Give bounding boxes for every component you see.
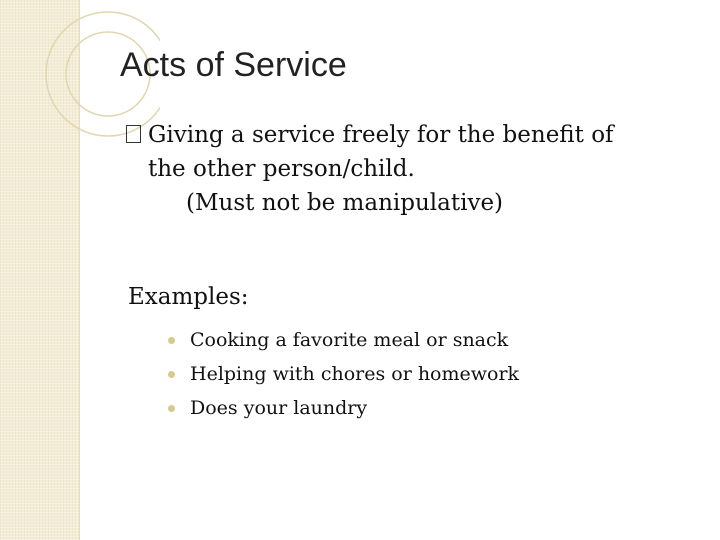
bullet-icon [168, 337, 175, 344]
examples-label: Examples: [128, 284, 249, 310]
list-item [168, 357, 519, 391]
list-item [168, 391, 519, 425]
paragraph-line-3: (Must not be manipulative) [186, 190, 504, 216]
paragraph-line-1: Giving a service freely for the benefit of [148, 122, 614, 148]
paragraph-line-2: the other person/child. [148, 156, 415, 182]
bullet-icon [168, 405, 175, 412]
main-paragraph [128, 118, 698, 220]
examples-list [168, 323, 519, 425]
missing-glyph-box [126, 125, 141, 143]
list-item-text: Helping with chores or homework [190, 363, 520, 385]
list-item-text: Does your laundry [190, 397, 368, 419]
list-item-text: Cooking a favorite meal or snack [190, 329, 509, 351]
list-item [168, 323, 519, 357]
bullet-icon [168, 371, 175, 378]
slide-title: Acts of Service [120, 46, 347, 84]
